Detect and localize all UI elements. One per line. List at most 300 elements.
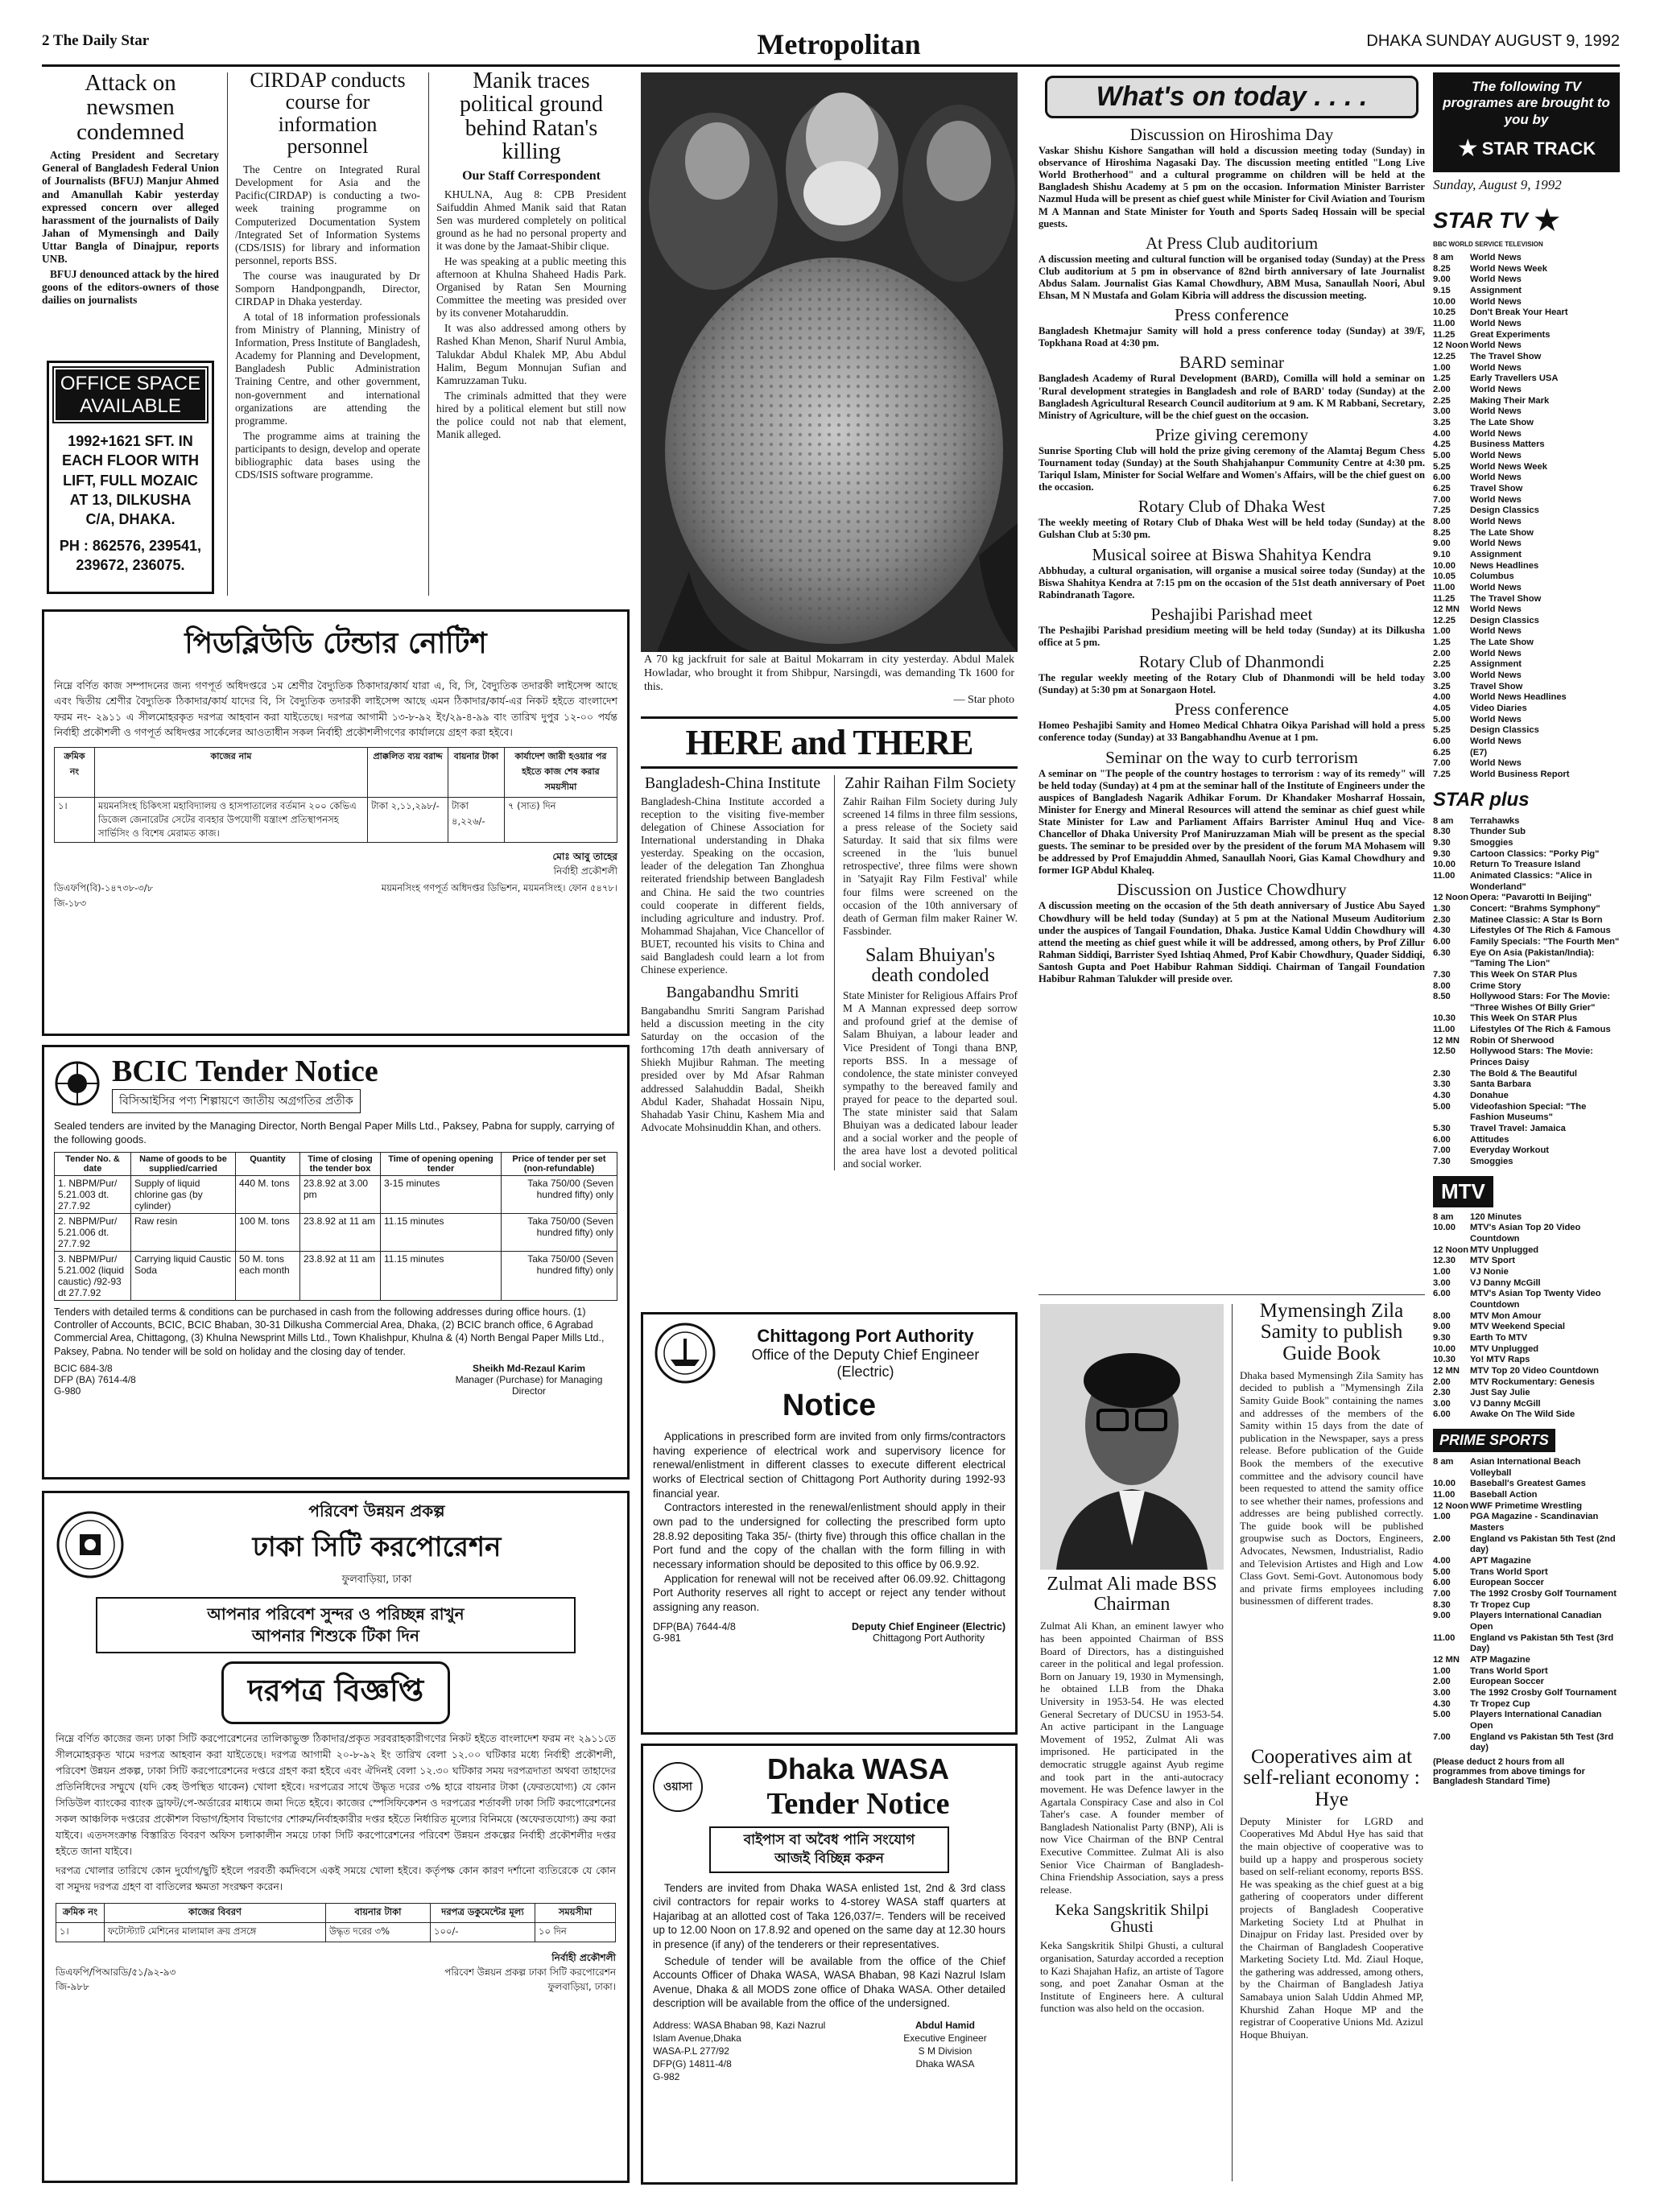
notice-body: Applications in prescribed form are invited from only firms/contractors having experience of electrical work and supervisory licence for renewal/enlistment in different classes to execute different electrical works of Electrical section of Chittagong Port Authority during 1992-93 financial year. Contractors interested in the renewal/enlistment should apply in their own pad to the undersigned for collecting the prescribed form upto 28.8.92 depositing Taka 35/- (thirty five) through this office challan in the Port fund and the copy of the challan with the form filling in with necessary information should be deposited to this office by 06.9.92. Application for renewal will not be received after 06.09.92. Chittagong Port Authority reserves all right to accept or reject any tender without assigning any reason.	[653, 1430, 1005, 1614]
schedule-time: 11.25	[1433, 329, 1456, 340]
star-icon: ★	[1456, 135, 1479, 163]
event-body: Abbhuday, a cultural organisation, will organise a musical soiree today (Sunday) at the Biswa Shahitya Kendra at 7:15 pm on the occasion of the 51st death anniversary of Poet Rabindranath Tagore.	[1039, 564, 1425, 600]
schedule-row	[1433, 605, 1620, 616]
schedule-row	[1433, 253, 1620, 264]
schedule-row	[1433, 550, 1620, 561]
schedule-row	[1433, 264, 1620, 275]
schedule-program: Matinee Classic: A Star Is Born	[1470, 914, 1603, 925]
reference: WASA-P.L 277/92	[653, 2045, 729, 2057]
schedule-program: Travel Show	[1470, 483, 1523, 493]
signer-office: পরিবেশ উন্নয়ন প্রকল্প ঢাকা সিটি করপোরেশন ফুলবাড়িয়া, ঢাকা।	[444, 1966, 616, 1992]
schedule-program: European Soccer	[1470, 1677, 1545, 1687]
schedule-program: Business Matters	[1470, 440, 1545, 450]
schedule-row	[1433, 1377, 1620, 1389]
schedule-program: Tr Tropez Cup	[1470, 1698, 1530, 1709]
schedule-program: ATP Magazine	[1470, 1654, 1530, 1665]
signer-title: S M Division	[918, 2045, 972, 2057]
here-and-there	[641, 716, 1018, 1304]
event-heading: Rotary Club of Dhanmondi	[1138, 652, 1325, 672]
schedule-program: (E7)	[1470, 747, 1488, 757]
schedule-row	[1433, 1036, 1620, 1047]
schedule-row	[1433, 616, 1620, 627]
pwd-tender-notice	[42, 609, 630, 1036]
schedule-time: 4.00	[1433, 1556, 1451, 1566]
schedule-time: 6.25	[1433, 483, 1451, 493]
schedule-program: Making Their Mark	[1470, 395, 1550, 406]
schedule-row	[1433, 981, 1620, 993]
signer-org: Chittagong Port Authority	[873, 1632, 985, 1644]
schedule-program: Videofashion Special: "The Fashion Museums"	[1470, 1101, 1587, 1123]
schedule-row	[1433, 495, 1620, 506]
schedule-program: World News	[1470, 253, 1522, 263]
mtv-schedule	[1433, 1212, 1620, 1421]
schedule-time: 2.25	[1433, 395, 1451, 406]
schedule-program: World News	[1470, 319, 1522, 329]
schedule-time: 5.00	[1433, 714, 1451, 724]
schedule-program: Animated Classics: "Alice in Wonderland"	[1470, 870, 1592, 892]
schedule-row	[1433, 429, 1620, 440]
schedule-time: 8.50	[1433, 992, 1451, 1002]
table-row: 3. NBPM/Pur/ 5.21.002 (liquid caustic) /92-93 dt 27.7.92 Carrying liquid Caustic Soda 50 M. tons each month 23.8.92 at 11 am 11.15 minutes Taka 750/00 (Seven hundred fifty) only	[55, 1251, 617, 1300]
schedule-row	[1433, 725, 1620, 737]
schedule-row	[1433, 340, 1620, 352]
table-row: ১। ময়মনসিংহ চিকিৎসা মহাবিদ্যালয় ও হাসপাতালের বর্তমান ২০০ কেভিএ ডিজেল জেনারেটর সেটের ব্যবহার উপযোগী যন্ত্রাংশ প্রতিস্থাপনসহ সার্ভিসিং ও বিশেষ মেরামত কাজ। টাকা ২,১১,২৯৮/- টাকা ৪,২২৬/- ৭ (সাত) দিন	[55, 797, 617, 843]
photo-credit: — Star photo	[953, 694, 1014, 707]
star-plus-logo: STAR plus	[1433, 788, 1530, 811]
schedule-time: 10.00	[1433, 1223, 1456, 1233]
schedule-program: World News	[1470, 714, 1522, 724]
schedule-row	[1433, 1013, 1620, 1025]
schedule-row	[1433, 1025, 1620, 1036]
schedule-time: 2.00	[1433, 385, 1451, 395]
schedule-time: 10.30	[1433, 1013, 1456, 1024]
event-body: Bangladesh Khetmajur Samity will hold a press conference today (Sunday) at 39/F, Topkhana Road at 4:30 pm.	[1039, 325, 1425, 349]
schedule-row	[1433, 583, 1620, 594]
reference: DFP(BA) 7644-4/8	[653, 1620, 736, 1632]
schedule-time: 8 am	[1433, 1457, 1454, 1467]
mtv-logo: MTV	[1433, 1176, 1493, 1207]
schedule-time: 3.25	[1433, 681, 1451, 691]
schedule-time: 8.25	[1433, 263, 1451, 274]
schedule-time: 1.00	[1433, 1266, 1451, 1277]
schedule-program: Video Diaries	[1470, 704, 1527, 714]
signer: মোঃ আবু তাহের	[552, 851, 617, 863]
schedule-row	[1433, 915, 1620, 926]
project-name: পরিবেশ উন্নয়ন প্রকল্প	[308, 1501, 445, 1521]
story-zulmat-ali	[1040, 1574, 1224, 2186]
schedule-time: 7.00	[1433, 758, 1451, 769]
schedule-time: 3.30	[1433, 1079, 1451, 1090]
event-body: A discussion meeting on the occasion of the 5th death anniversary of Justice Abu Sayed Chowdhury will be held today (Sunday) at 5 pm at the National Museum Auditorium under the auspices of Tangail Foundation, Dhaka. Justice Kamal Uddin Chowdhury will attend the meeting as chief guest while it will be addressed, among others, by Prof Zillur Rahman Siddiqi, Barrister Syed Ishtiaq Ahmed, Prof Kabir Chowdhury, Quader Siddiqi, Santosh Gupta and Poet Habibur Rahman Siddiqi. Chairman of Tangail Foundation Habibur Rahman Talukder will preside over.	[1039, 900, 1425, 985]
schedule-program: World News	[1470, 428, 1522, 439]
photo-caption: A 70 kg jackfruit for sale at Baitul Mokarram in city yesterday. Abdul Malek Howladar, who brought it from Shibpur, Narsingdi, was demanding Tk 1600 for this. — Star photo	[644, 654, 1014, 707]
slogan: আপনার পরিবেশ সুন্দর ও পরিচ্ছন্ন রাখুন	[207, 1604, 465, 1624]
schedule-program: European Soccer	[1470, 1578, 1545, 1588]
schedule-program: News Headlines	[1470, 560, 1539, 571]
schedule-row	[1433, 715, 1620, 726]
schedule-row	[1433, 373, 1620, 385]
org-name: ঢাকা সিটি করপোরেশন	[252, 1531, 502, 1563]
schedule-time: 8 am	[1433, 815, 1454, 826]
schedule-time: 10.00	[1433, 560, 1456, 571]
event-body: The Peshajibi Parishad presidium meeting will be held today (Sunday) at its Dilkusha office at 5 pm.	[1039, 624, 1425, 648]
schedule-time: 2.30	[1433, 914, 1451, 925]
schedule-program: Donahue	[1470, 1091, 1509, 1101]
reference-g: জি-১৮৩	[54, 898, 87, 910]
schedule-row	[1433, 1278, 1620, 1290]
schedule-row	[1433, 1311, 1620, 1323]
intro: Sealed tenders are invited by the Managing Director, North Bengal Paper Mills Ltd., Paksey, Pabna for supply, carrying of the following goods.	[54, 1120, 615, 1145]
schedule-time: 7.00	[1433, 1145, 1451, 1156]
schedule-program: Don't Break Your Heart	[1470, 307, 1568, 318]
schedule-time: 10.00	[1433, 860, 1456, 870]
event-heading: Rotary Club of Dhaka West	[1138, 497, 1326, 517]
schedule-time: 1.00	[1433, 1665, 1451, 1676]
schedule-program: World News	[1470, 406, 1522, 417]
schedule-row	[1433, 1611, 1620, 1632]
schedule-program: Return To Treasure Island	[1470, 860, 1581, 870]
reference: BCIC 684-3/8	[54, 1362, 113, 1374]
schedule-program: World News	[1470, 362, 1522, 373]
tender-table: ক্রমিক নং কাজের নাম প্রাক্কলিত ব্যয় বরাদ্দ বায়নার টাকা কার্যাদেশ জারী হওয়ার পর হইতে কাজ শেষ করার সময়সীমা ১। ময়মনসিংহ চিকিৎসা মহাবিদ্যালয় ও হাসপাতালের বর্তমান ২০০ কেভিএ ডিজেল জেনারেটর সেটের ব্যবহার উপযোগী যন্ত্রাংশ প্রতিস্থাপনসহ সার্ভিসিং ও বিশেষ মেরামত কাজ। টাকা ২,১১,২৯৮/- টাকা ৪,২২৬/- ৭ (সাত) দিন	[54, 747, 617, 844]
event-body: The weekly meeting of Rotary Club of Dhaka West will be held today (Sunday) at the Gulshan Club at 5:30 pm.	[1039, 517, 1425, 541]
story-body: The Centre on Integrated Rural Development for Asia and the Pacific(CIRDAP) is conducting a two-week training programme on Computerized Documentation System /Integrated Set of Information Systems (CDS/ISIS) for library and information personnel, reports BSS. The course was inaugurated by Dr Somporn Handpongpandh, Director, CIRDAP in Dhaka yesterday. A total of 18 information professionals from Ministry of Planning, Ministry of Information, Press Institute of Bangladesh, Academy for Planning and Development, Bangladesh Public Administration Training Centre, and other government, non-government and international organizations are attending the programme. The programme aims at training the participants to design, develop and operate bibliographic data bases using the CDS/ISIS software programme.	[235, 163, 420, 481]
schedule-time: 6.00	[1433, 473, 1451, 483]
schedule-row	[1433, 1479, 1620, 1490]
schedule-program: World News	[1470, 385, 1522, 395]
schedule-row	[1433, 904, 1620, 915]
schedule-row	[1433, 704, 1620, 715]
schedule-time: 5.00	[1433, 1710, 1451, 1720]
notice-title: Notice	[782, 1389, 877, 1422]
schedule-program: Thunder Sub	[1470, 827, 1526, 837]
headline: Zulmat Ali made BSS Chairman	[1047, 1574, 1217, 1616]
schedule-program: Everyday Workout	[1470, 1145, 1550, 1156]
schedule-row	[1433, 319, 1620, 330]
schedule-time: 11.00	[1433, 1025, 1456, 1035]
schedule-program: APT Magazine	[1470, 1556, 1531, 1566]
schedule-time: 10.25	[1433, 307, 1456, 318]
schedule-row	[1433, 1135, 1620, 1146]
schedule-row	[1433, 572, 1620, 583]
schedule-time: 3.00	[1433, 406, 1451, 417]
event-body: A discussion meeting and cultural function will be organised today (Sunday) at the Press Club auditorium at 5 pm in observance of 82nd birth anniversary of late Journalist Abdus Salam. Journalist Gias Kamal Chowdhury, ABM Musa, Sanaullah Noori, Abul Ehsan, M N Mustafa and Golam Kibria will address the discussion meeting.	[1039, 253, 1425, 302]
schedule-row	[1433, 484, 1620, 495]
schedule-time: 9.30	[1433, 1332, 1451, 1343]
notice-body: Tenders are invited from Dhaka WASA enlisted 1st, 2nd & 3rd class civil contractors for repair works to 4-storey WASA staff quarters at Hajaribag at an allotted cost of Taka 126,037/=. Tenders will be received up to 12.00 Noon on 17.8.92 and opened on the same day at 12.30 hours in presence (if any) of the tenderers or their representatives. Schedule of tender will be available from the office of the Chief Accounts Officer of Dhaka WASA, WASA Bhaban, 98 Kazi Nazrul Islam Avenue, Dhaka & all MODS zone office of Dhaka WASA. Other detailed description will be available from the office of the undersigned.	[653, 1881, 1005, 2010]
schedule-program: Early Travellers USA	[1470, 373, 1559, 384]
schedule-row	[1433, 1256, 1620, 1267]
schedule-row	[1433, 770, 1620, 781]
slogan: আপনার শিশুকে টিকা দিন	[252, 1626, 419, 1645]
schedule-program: VJ Nonie	[1470, 1266, 1509, 1277]
schedule-row	[1433, 1145, 1620, 1157]
signer: Deputy Chief Engineer (Electric)	[851, 1620, 1005, 1632]
schedule-program: Cartoon Classics: "Porky Pig"	[1470, 848, 1600, 859]
story-body: Dhaka based Mymensingh Zila Samity has decided to publish a "Mymensingh Zila Samity Guide Book" containing the names and addresses of the members of the Samity within 15 days from the date of publication in the Newspaper, says a press release. Before publication of the Guide Book the members of the executive committee and the advisory council have been requested to attend the samity office to see whether their names, professions and addresses are being published correctly. The guide book will be published groupwise such as Doctors, Engineers, Advocates, Newsmen, Industrialist, Radio and Television Artistes and High and Low Class Govt. Semi-Govt. Autonomous body and private firms employees including businessmen of different trades.	[1240, 1368, 1423, 1607]
slogan: বিসিআইসির পণ্য শিল্পায়ণে জাতীয় অগ্রগতির প্রতীক	[112, 1089, 361, 1113]
schedule-time: 1.30	[1433, 903, 1451, 914]
schedule-row	[1433, 1512, 1620, 1533]
schedule-program: MTV Sport	[1470, 1256, 1515, 1266]
schedule-row	[1433, 406, 1620, 418]
story-body: Keka Sangskritik Shilpi Ghusti, a cultural organisation, Saturday accorded a reception to Kazi Shajahan Hafiz, an artiste of Tagore song, and poet Zanahar Osman at the Institute of Engineers here. A cultural function was also held on the occasion.	[1040, 1939, 1224, 2015]
schedule-time: 10.00	[1433, 296, 1456, 307]
schedule-program: Eye On Asia (Pakistan/India): "Taming The Lion"	[1470, 947, 1595, 969]
schedule-program: MTV's Asian Top Twenty Video Countdown	[1470, 1289, 1601, 1310]
schedule-program: 120 Minutes	[1470, 1211, 1522, 1222]
schedule-program: World News	[1470, 539, 1522, 549]
schedule-time: 8 am	[1433, 1211, 1454, 1222]
schedule-row	[1433, 1289, 1620, 1310]
event-body: A seminar on "The people of the country hostages to terrorism : way of its remedy" will be held today (Sunday) at 4 pm at the seminar hall of the Institute of Engineers under the auspices of Bangladesh Nagarik Adhikar Forum. Dr Khandaker Mosharraf Hossain, Minister for Energy and Mineral Resources will attend the seminar as chief guest while State Minister for Law and Parliament Affairs Barrister Aminul Huq and Vice-Chancellor of Dhaka University Prof Maniruzzaman Miah will be present as the special guests. The seminar to be presided over by the president of the forum MA Mohasem will be addressed by Prof Emajuddin Ahmed, Sanaullah Noori, Gias Kamal Chowdhury and former IGP Abdul Khaleq.	[1039, 767, 1425, 877]
bbc-schedule	[1433, 253, 1620, 781]
tv-listings	[1433, 72, 1620, 2185]
schedule-time: 4.05	[1433, 704, 1451, 714]
schedule-time: 10.05	[1433, 572, 1456, 582]
event-body: Sunrise Sporting Club will hold the prize giving ceremony of the Alamtaj Begum Chess Tournament today (Sunday) at the South Shahjahanpur Community Centre at 4:30 pm. Tariqul Islam, Minister for Social Welfare and Women's Affairs, will be the chief guest on the occasion.	[1039, 444, 1425, 493]
schedule-program: Santa Barbara	[1470, 1079, 1531, 1090]
schedule-time: 5.00	[1433, 1566, 1451, 1577]
schedule-row	[1433, 330, 1620, 341]
schedule-program: World News Week	[1470, 263, 1547, 274]
schedule-program: Design Classics	[1470, 725, 1539, 736]
reference: DFP(G) 14811-4/8	[653, 2058, 732, 2070]
schedule-row	[1433, 1069, 1620, 1080]
slogan: বাইপাস বা অবৈধ পানি সংযোগ	[743, 1832, 915, 1848]
schedule-time: 10.30	[1433, 1355, 1456, 1365]
story-mymensingh	[1240, 1301, 1423, 1727]
org-name: Dhaka WASA	[766, 1752, 950, 1785]
schedule-row	[1433, 692, 1620, 704]
schedule-row	[1433, 1333, 1620, 1344]
subhead: Bangladesh-China Institute	[644, 774, 821, 792]
schedule-row	[1433, 462, 1620, 473]
schedule-row	[1433, 1710, 1620, 1731]
schedule-program: MTV Unplugged	[1470, 1343, 1539, 1354]
schedule-row	[1433, 948, 1620, 970]
event-heading: Prize giving ceremony	[1154, 424, 1309, 444]
schedule-program: Travel Show	[1470, 681, 1523, 691]
prime-sports-schedule	[1433, 1457, 1620, 1754]
schedule-row	[1433, 893, 1620, 904]
schedule-row	[1433, 440, 1620, 451]
schedule-program: Travel Travel: Jamaica	[1470, 1124, 1566, 1134]
schedule-row	[1433, 1366, 1620, 1377]
schedule-program: MTV Top 20 Video Countdown	[1470, 1365, 1599, 1376]
schedule-program: World News	[1470, 605, 1522, 615]
masthead	[42, 24, 1620, 63]
schedule-row	[1433, 286, 1620, 297]
story-attack-on-newsmen	[42, 71, 219, 336]
schedule-program: Players International Canadian Open	[1470, 1710, 1602, 1731]
byline: Our Staff Correspondent	[462, 168, 601, 183]
schedule-program: The Travel Show	[1470, 593, 1542, 604]
schedule-row	[1433, 748, 1620, 759]
schedule-row	[1433, 1501, 1620, 1512]
schedule-time: 3.00	[1433, 671, 1451, 681]
schedule-time: 8.00	[1433, 516, 1451, 526]
schedule-row	[1433, 1655, 1620, 1666]
schedule-time: 2.00	[1433, 1677, 1451, 1687]
schedule-time: 8.30	[1433, 827, 1451, 837]
event-body: Vaskar Shishu Kishore Sangathan will hold a discussion meeting today (Sunday) in observance of Hiroshima Nagasaki Day. The discussion meeting entitled "Long Live World Brotherhood" and a cultural programme on children will be held at the Bangladesh Shishu Academy at 5 pm on the occasion. Information Minister Barrister Nazmul Huda will be present as chief guest while Minister for Civil Aviation and Tourism M A Mannan and State Minister for Youth and Sports Sadeq Hossain will be special guests.	[1039, 145, 1425, 229]
schedule-row	[1433, 274, 1620, 286]
jackfruit-photo	[641, 72, 1018, 652]
schedule-program: Asian International Beach Volleyball	[1470, 1457, 1581, 1478]
story-manik	[436, 69, 626, 600]
schedule-time: 9.10	[1433, 549, 1451, 559]
schedule-row	[1433, 1578, 1620, 1589]
schedule-program: Lifestyles Of The Rich & Famous	[1470, 926, 1611, 936]
subhead: Keka Sangskritik Shilpi Ghusti	[1055, 1901, 1209, 1937]
schedule-row	[1433, 451, 1620, 462]
subhead: Bangabandhu Smriti	[666, 984, 799, 1002]
reference: DFP (BA) 7614-4/8	[54, 1373, 136, 1385]
schedule-program: Design Classics	[1470, 615, 1539, 625]
schedule-time: 7.30	[1433, 969, 1451, 980]
schedule-program: World News	[1470, 450, 1522, 460]
schedule-program: World News Headlines	[1470, 692, 1567, 703]
schedule-program: The Late Show	[1470, 638, 1534, 648]
schedule-row	[1433, 1677, 1620, 1688]
schedule-time: 6.25	[1433, 747, 1451, 757]
story-body: Acting President and Secretary General of Bangladesh Federal Union of Journalists (BFUJ) Manjur Ahmed and Amanullah Kabir yesterday expressed concern over alleged harassment of the journalists of Daily Jahan of Mymensingh and Daily Uttar Bangla of Dinajpur, reports UNB. BFUJ denounced attack by the hired goons of the editors-owners of those dailies on journalists	[42, 149, 219, 307]
reference: ডিএফপি(বি)-১৪৭৩৮-৩/৮	[54, 882, 154, 894]
schedule-program: Awake On The Wild Side	[1470, 1409, 1575, 1420]
reference: G-980	[54, 1385, 81, 1397]
schedule-time: 12.50	[1433, 1046, 1456, 1057]
headline: Manik traces political ground behind Ratan's killing	[459, 69, 604, 165]
section-title: Metropolitan	[757, 28, 921, 60]
schedule-time: 9.30	[1433, 837, 1451, 848]
section-banner: What's on today . . . .	[1045, 76, 1418, 118]
schedule-time: 7.25	[1433, 770, 1451, 780]
schedule-program: Players International Canadian Open	[1470, 1611, 1602, 1632]
schedule-row	[1433, 307, 1620, 319]
schedule-program: Trans World Sport	[1470, 1566, 1548, 1577]
schedule-time: 3.00	[1433, 1398, 1451, 1409]
schedule-time: 6.00	[1433, 737, 1451, 747]
schedule-time: 10.00	[1433, 1343, 1456, 1354]
schedule-program: PGA Magazine - Scandinavian Masters	[1470, 1512, 1599, 1533]
notice-title: Tender Notice	[766, 1787, 950, 1821]
schedule-row	[1433, 649, 1620, 660]
headline: Attack on newsmen condemned	[76, 71, 184, 145]
schedule-time: 7.00	[1433, 494, 1451, 505]
schedule-row	[1433, 385, 1620, 396]
schedule-time: 1.25	[1433, 373, 1451, 384]
schedule-row	[1433, 1322, 1620, 1333]
schedule-program: The Late Show	[1470, 418, 1534, 428]
schedule-time: 4.00	[1433, 692, 1451, 703]
schedule-row	[1433, 1223, 1620, 1244]
schedule-time: 11.00	[1433, 870, 1456, 881]
schedule-row	[1433, 992, 1620, 1013]
schedule-time: 1.25	[1433, 638, 1451, 648]
schedule-time: 4.25	[1433, 440, 1451, 450]
story-cirdap	[235, 69, 420, 600]
schedule-row	[1433, 1556, 1620, 1567]
schedule-program: WWF Primetime Wrestling	[1470, 1500, 1583, 1511]
schedule-program: Baseball Action	[1470, 1490, 1538, 1500]
event-heading: Musical soiree at Biswa Shahitya Kendra	[1092, 544, 1372, 564]
schedule-row	[1433, 517, 1620, 528]
slogan: আজই বিচ্ছিন্ন করুন	[774, 1850, 884, 1867]
schedule-time: 9.15	[1433, 286, 1451, 296]
star-track-logo: ★ STAR TRACK	[1456, 135, 1596, 163]
schedule-program: The Travel Show	[1470, 352, 1542, 362]
schedule-time: 12 MN	[1433, 605, 1460, 615]
schedule-program: MTV Unplugged	[1470, 1244, 1539, 1255]
schedule-program: Hollywood Stars: The Movie: Princes Daisy	[1470, 1046, 1593, 1068]
schedule-program: Columbus	[1470, 572, 1514, 582]
page-logo: 2 The Daily Star	[42, 32, 150, 49]
schedule-program: World News	[1470, 671, 1522, 681]
dcc-emblem-icon	[56, 1510, 125, 1579]
schedule-program: Smoggies	[1470, 837, 1513, 848]
event-heading: Press conference	[1175, 305, 1289, 325]
story-body: Bangladesh-China Institute accorded a reception to the visiting five-member delegation of Chinese Association for International understanding in Dhaka yesterday. Speaking on the occasion, leader of the delegation Tan Zhonghua reiterated friendship between Bangladesh and China. He said the two countries could cooperate in different fields, including agriculture and industry. Prof. Mohammad Shajahan, Vice Chancellor of BUET, recounted his visits to China and said Bangladesh could learn a lot from Chinese experience.	[641, 795, 824, 976]
schedule-program: Smoggies	[1470, 1157, 1513, 1167]
headline: Mymensingh Zila Samity to publish Guide Book	[1259, 1301, 1404, 1364]
schedule-row	[1433, 1666, 1620, 1678]
office-name: Office of the Deputy Chief Engineer (Electric)	[751, 1347, 980, 1380]
schedule-time: 12 MN	[1433, 1654, 1460, 1665]
story-body: Zahir Raihan Film Society during July screened 14 films in three film sessions, a press release of the Society said Saturday. It said that six films were screened in the 'luis bunuel retrospective', three films were shown in 'Satyajit Ray Film Festival' while four films were screened on the occasion of the 10th anniversary of death of German film maker Rainer W. Fassbinder.	[843, 795, 1018, 937]
schedule-row	[1433, 506, 1620, 517]
schedule-row	[1433, 1388, 1620, 1399]
schedule-program: Baseball's Greatest Games	[1470, 1479, 1586, 1489]
address: Address: WASA Bhaban 98, Kazi Nazrul Islam Avenue,Dhaka	[653, 2019, 826, 2044]
schedule-program: World News	[1470, 626, 1522, 637]
schedule-program: England vs Pakistan 5th Test (3rd Day)	[1470, 1632, 1614, 1654]
slogan-box	[709, 1826, 949, 1873]
schedule-program: MTV's Asian Top 20 Video Countdown	[1470, 1223, 1581, 1244]
schedule-program: Tr Tropez Cup	[1470, 1599, 1530, 1610]
table-row: ১। ফটোস্ট্যাট মেশিনের মালামাল ক্রয় প্রসঙ্গে উদ্ধৃত দরের ৩% ১০০/- ১০ দিন	[56, 1923, 616, 1942]
schedule-time: 7.30	[1433, 1157, 1451, 1167]
schedule-row	[1433, 758, 1620, 770]
dcc-tender-notice	[42, 1491, 630, 2183]
schedule-time: 8.00	[1433, 980, 1451, 991]
schedule-time: 12.25	[1433, 352, 1456, 362]
schedule-program: Lifestyles Of The Rich & Famous	[1470, 1025, 1611, 1035]
schedule-time: 9.00	[1433, 1322, 1451, 1332]
schedule-program: MTV Rockumentary: Genesis	[1470, 1376, 1595, 1387]
schedule-program: World News	[1470, 494, 1522, 505]
schedule-time: 4.30	[1433, 1091, 1451, 1101]
schedule-row	[1433, 682, 1620, 693]
schedule-time: 6.00	[1433, 936, 1451, 947]
schedule-time: 2.00	[1433, 1533, 1451, 1544]
schedule-program: This Week On STAR Plus	[1470, 1013, 1578, 1024]
schedule-row	[1433, 871, 1620, 893]
ad-phone: PH : 862576, 239541, 239672, 236075.	[59, 537, 202, 573]
schedule-time: 6.00	[1433, 1134, 1451, 1145]
table-row: 1. NBPM/Pur/ 5.21.003 dt. 27.7.92 Supply of liquid chlorine gas (by cylinder) 440 M. tons 23.8.92 at 3.00 pm 3-15 minutes Taka 750/00 (Seven hundred fifty) only	[55, 1175, 617, 1213]
prime-sports-logo: PRIME SPORTS	[1433, 1429, 1555, 1452]
schedule-row	[1433, 1490, 1620, 1501]
schedule-time: 10.00	[1433, 1479, 1456, 1489]
schedule-row	[1433, 1688, 1620, 1699]
schedule-time: 2.25	[1433, 659, 1451, 670]
story-cooperatives	[1240, 1747, 1423, 2185]
schedule-time: 2.00	[1433, 648, 1451, 658]
signer-title: নির্বাহী প্রকৌশলী	[553, 865, 617, 877]
schedule-program: World Business Report	[1470, 770, 1570, 780]
schedule-row	[1433, 970, 1620, 981]
